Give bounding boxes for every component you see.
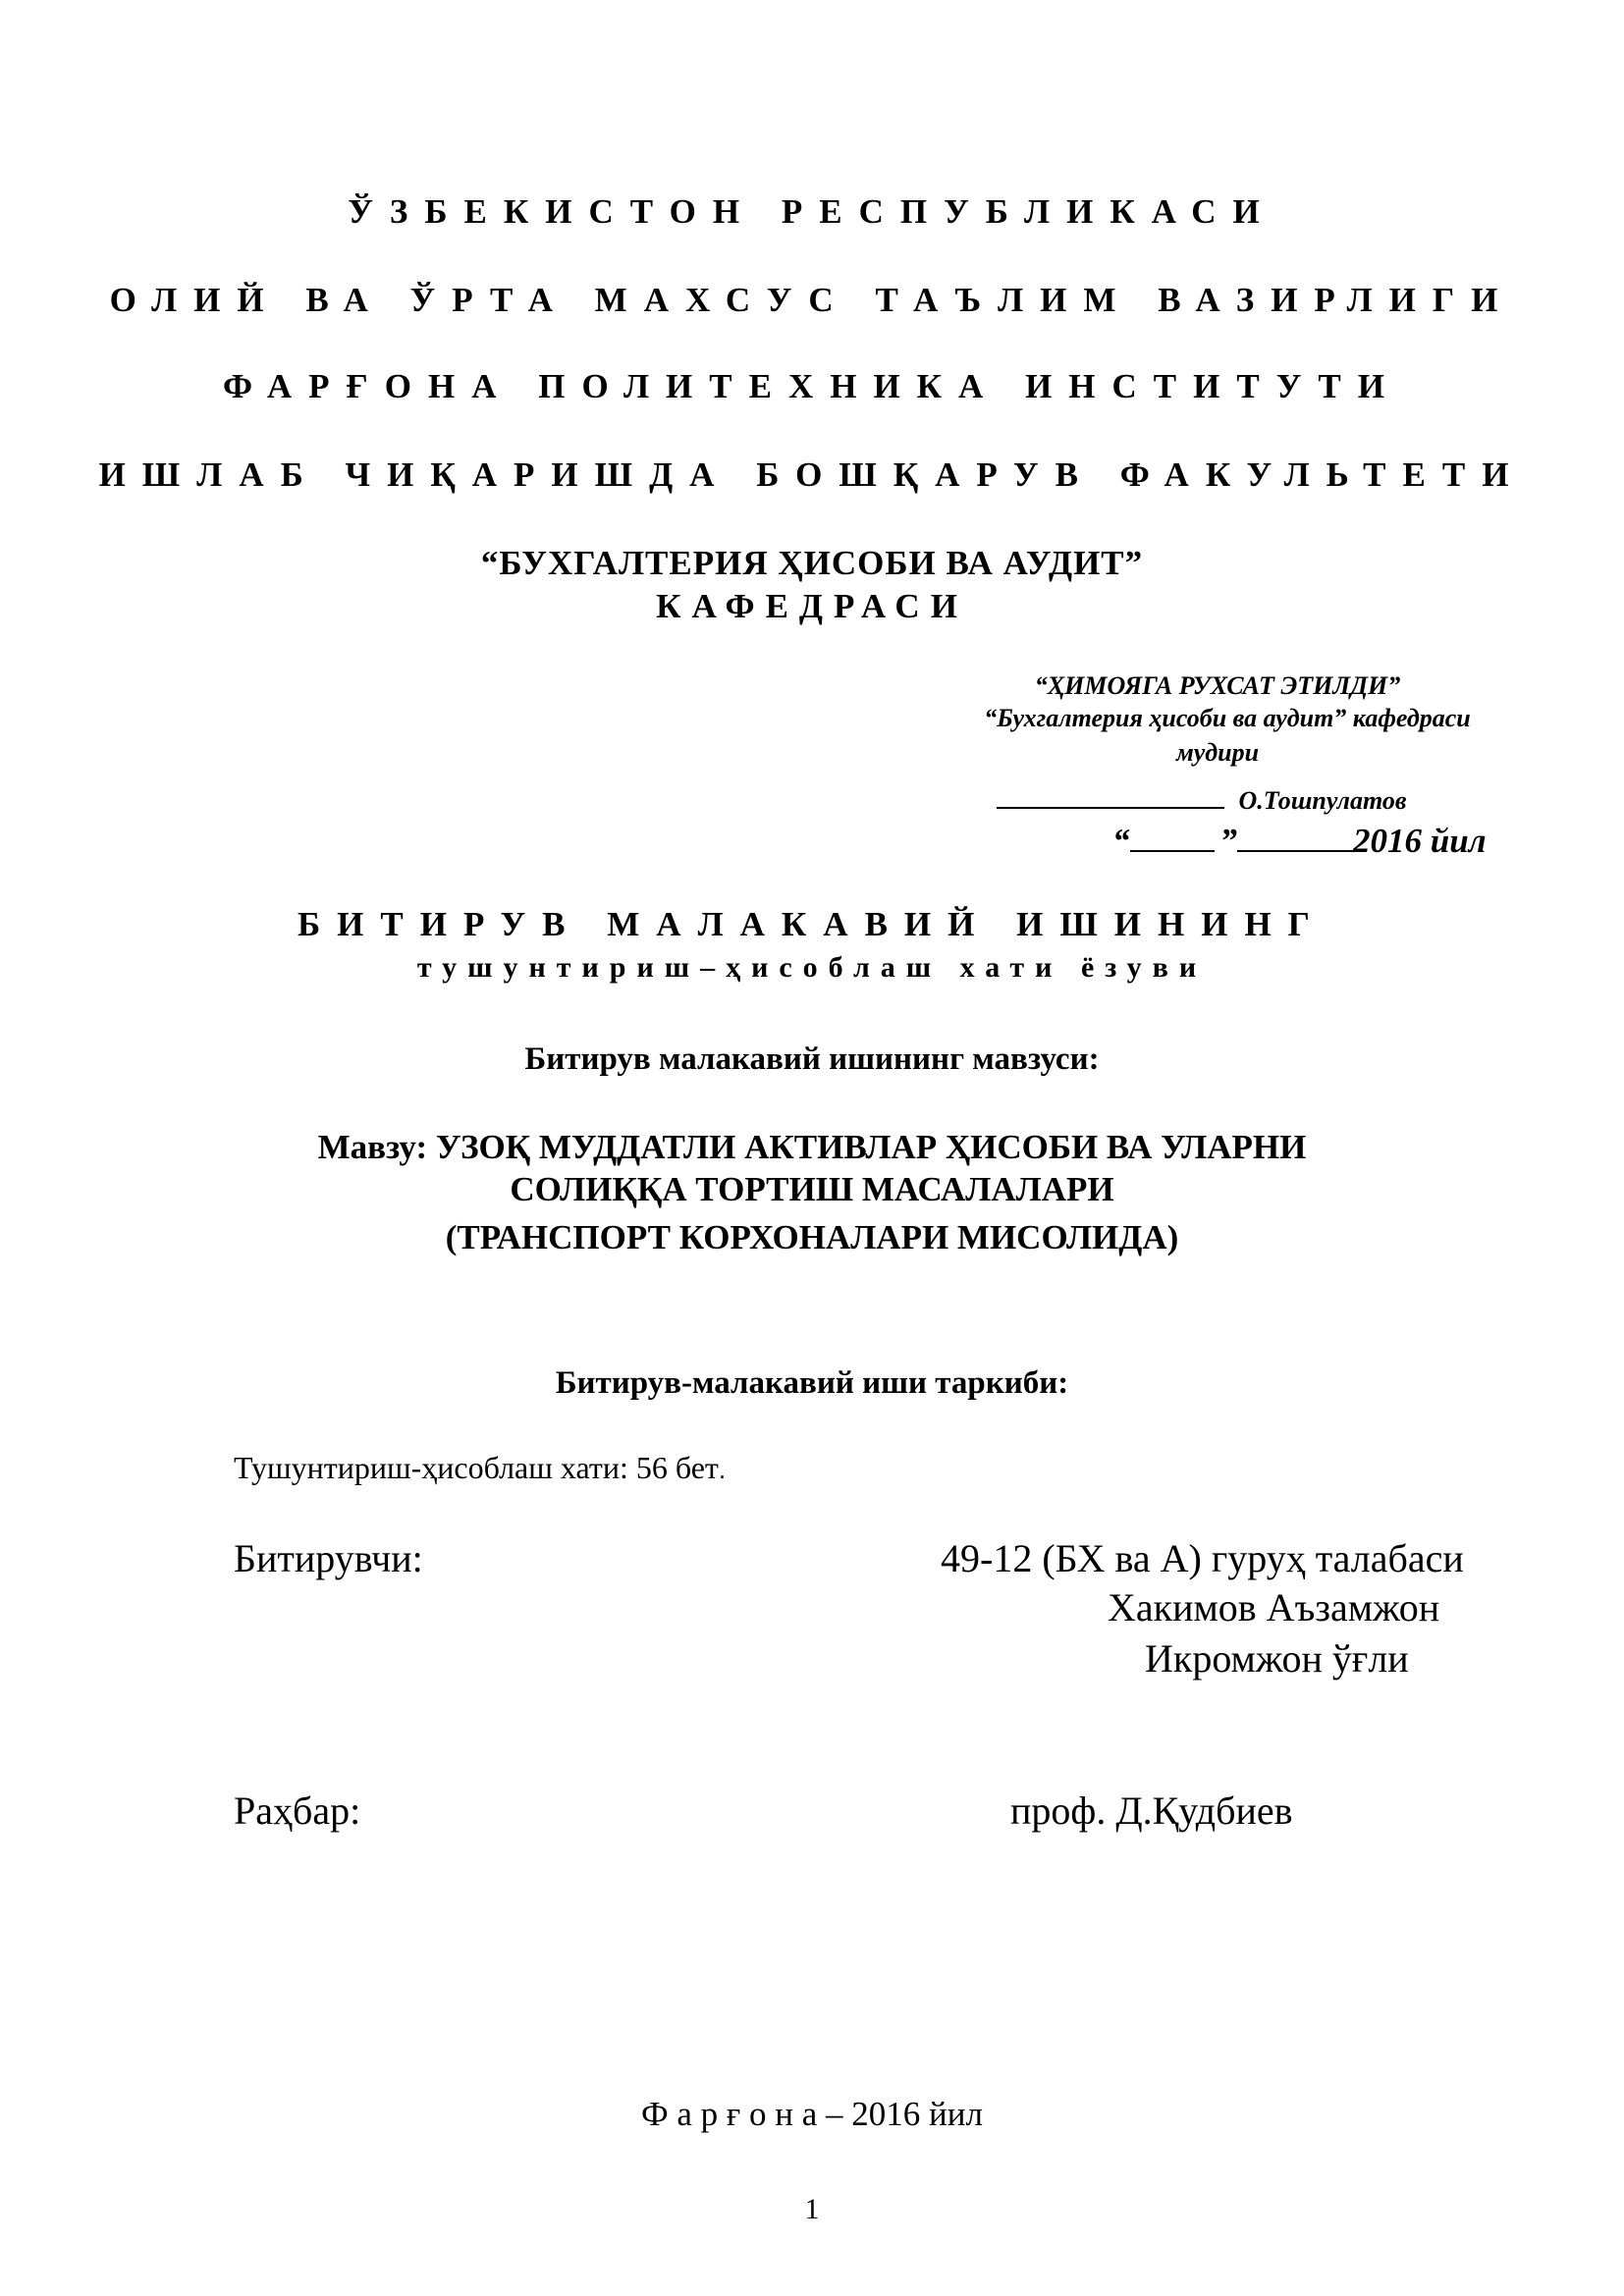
approval-date-row xyxy=(1112,821,1487,858)
date-open-quote: “ xyxy=(1112,822,1130,860)
date-year: 2016 йил xyxy=(1353,822,1487,860)
topic-line1: Мавзу: УЗОҚ МУДДАТЛИ АКТИВЛАР ҲИСОБИ ВА УЛАРНИ xyxy=(317,1128,1307,1166)
explanatory-note-text: Тушунтириш-ҳисоблаш хати: 56 бет xyxy=(234,1450,719,1485)
work-subtitle: тушунтириш–ҳисоблаш хати ёзуви xyxy=(416,951,1208,984)
graduate-name1: Хакимов Аъзамжон xyxy=(1108,1585,1440,1629)
explanatory-note-period: . xyxy=(718,1455,727,1484)
work-title: БИТИРУВ МАЛАКАВИЙ ИШИНИНГ xyxy=(298,905,1326,943)
graduate-name2: Икромжон ўғли xyxy=(1145,1636,1409,1681)
date-day-line xyxy=(1130,821,1215,852)
header-republic: ЎЗБЕКИСТОН РЕСПУБЛИКАСИ xyxy=(348,192,1276,231)
footer-city-year: Ф а р ғ о н а – 2016 йил xyxy=(641,2095,983,2133)
composition-label: Битирув-малакавий иши таркиби: xyxy=(555,1365,1069,1401)
graduate-label: Битирувчи: xyxy=(234,1536,423,1580)
header-faculty: ИШЛАБ ЧИҚАРИШДА БОШҚАРУВ ФАКУЛЬТЕТИ xyxy=(98,455,1526,494)
department-word: КАФЕДРАСИ xyxy=(656,587,968,625)
supervisor-name: проф. Д.Қудбиев xyxy=(1010,1789,1293,1833)
graduate-group: 49-12 (БХ ва А) гуруҳ талабаси xyxy=(941,1536,1464,1580)
topic-line3: (ТРАНСПОРТ КОРХОНАЛАРИ МИСОЛИДА) xyxy=(445,1218,1179,1256)
approval-signer: О.Тошпулатов xyxy=(1238,786,1407,815)
date-close-quote: ” xyxy=(1219,822,1237,860)
approval-title: “ҲИМОЯГА РУХСАТ ЭТИЛДИ” xyxy=(1034,671,1401,700)
page-number: 1 xyxy=(804,2193,820,2225)
date-month-line xyxy=(1237,821,1353,852)
approval-line1: “Бухгалтерия ҳисоби ва аудит” кафедраси xyxy=(984,704,1471,732)
approval-block xyxy=(884,673,1571,766)
approval-signature-row xyxy=(997,781,1407,814)
header-institute: ФАРҒОНА ПОЛИТЕХНИКА ИНСТИТУТИ xyxy=(223,367,1401,405)
topic-line2: СОЛИҚҚА ТОРТИШ МАСАЛАЛАРИ xyxy=(510,1170,1114,1208)
supervisor-label: Раҳбар: xyxy=(234,1789,361,1833)
signature-line xyxy=(997,781,1224,809)
department-name: “БУХГАЛТЕРИЯ ҲИСОБИ ВА АУДИТ” xyxy=(480,544,1144,582)
explanatory-note xyxy=(234,1452,726,1483)
topic-label: Битирув малакавий ишининг мавзуси: xyxy=(524,1041,1100,1077)
header-ministry: ОЛИЙ ВА ЎРТА МАХСУС ТАЪЛИМ ВАЗИРЛИГИ xyxy=(109,281,1515,319)
approval-line2: мудири xyxy=(1175,738,1260,767)
